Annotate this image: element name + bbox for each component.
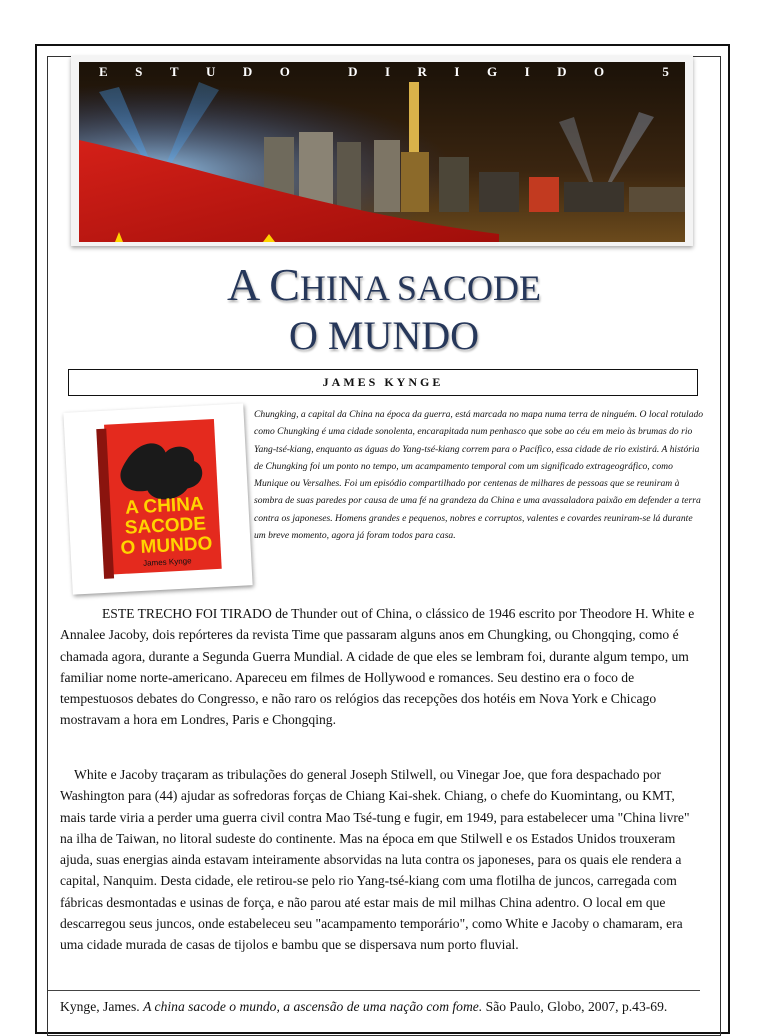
- source-citation: Kynge, James. A china sacode o mundo, a ascensão de uma nação com fome. São Paulo, Globo, 2007, p.43-69.: [60, 999, 668, 1014]
- author-name-box: JAMES KYNGE: [68, 369, 698, 396]
- body-paragraph-1: ESTE TRECHO FOI TIRADO de Thunder out of China, o clássico de 1946 escrito por Theodore H. White e Annalee Jacoby, dois repórteres da revista Time que passaram alguns anos em Chungking, ou Chongqing, como é chamada agora, durante a Segunda Guerra Mundial. A cidade de que eles se lembram foi, durante algum tempo, um familiar nome norte-americano. Apareceu em filmes de Hollywood e romances. Seu destino era o foco de tempestuosos debates do Congresso, e não raro os relógios das recepções dos hotéis em Nova York e Chicago mostravam a hora em Londres, Paris e Chongqing.: [60, 606, 695, 728]
- book-cover-image: [63, 403, 252, 594]
- svg-text:James Kynge: James Kynge: [142, 556, 192, 568]
- svg-text:O MUNDO: O MUNDO: [120, 533, 213, 560]
- header-banner: [71, 56, 693, 246]
- svg-text:A CHINA: A CHINA: [124, 493, 205, 519]
- page-title-line-1: A CHINA SACODE: [227, 259, 541, 310]
- page-title-line-2: O MUNDO: [289, 313, 479, 358]
- city-skyline-image: [79, 62, 685, 242]
- intro-caption: Chungking, a capital da China na época da guerra, está marcada no mapa numa terra de ninguém. O local rotulado como Chungking é uma cidade sonolenta, encarapitada num penhasco que sobe ao céu em meio às brumas do rio Yang-tsé-kiang, enquanto as águas do Yang-tsé-kiang correm para o Pacífico, essa cidade de rio existirá. A história de Chungking foi um ponto no tempo, um acampamento temporal com um significado extrageográfico, como Munique ou Versalhes. Foi um episódio compartilhado por centenas de milhares de pessoas que se reuniram à sombra de suas paredes por causa de uma fé na grandeza da China e uma avassaladora paixão em defender a terra contra os japoneses. Homens grandes e pequenos, nobres e corruptos, valentes e covardes reuniram-se lá durante um breve momento, agora já foram todos para casa.: [254, 409, 704, 542]
- body-paragraph-2: White e Jacoby traçaram as tribulações do general Joseph Stilwell, ou Vinegar Joe, que fora despachado por Washington para (44) ajudar as sofredoras forças de Chiang Kai-shek. Chiang, o chefe do Kuomintang, ou KMT, mais tarde viria a perder uma guerra civil contra Mao Tsé-tung e fugir, em 1949, para estabelecer uma "China livre" na ilha de Taiwan, no litoral sudeste do continente. Mas na época em que Stilwell e os Estados Unidos trouxeram ajuda, suas energias ainda estavam inteiramente absorvidas na luta contra os japoneses, para os quais ele rendera a capital, Nanquim. Desta cidade, ele retirou-se pelo rio Yang-tsé-kiang com uma flotilha de juncos, carregada com fábricas desmontadas e usinas de força, e não parou até estar mais de mil milhas China adentro. O local em que descarregou seus juncos, onde estabeleceu seu "acampamento temporário", como White e Jacoby o chamaram, era uma cidade murada de casas de tijolos e bambu que se dispersava num porto fluvial.: [60, 767, 690, 953]
- footer-divider: [48, 990, 700, 991]
- banner-series-label: E S T U D O D I R I G I D O 5: [99, 64, 669, 79]
- svg-text:SACODE: SACODE: [124, 513, 207, 539]
